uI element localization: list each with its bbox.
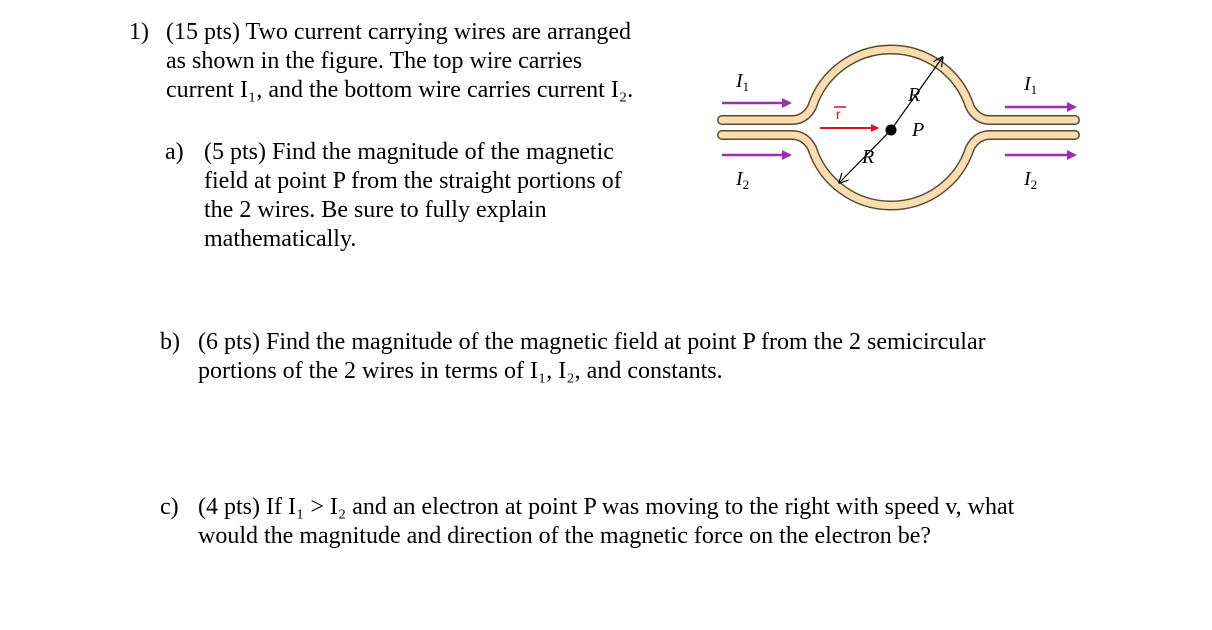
question-stem-line: current I₁, and the bottom wire carries current I₂. xyxy=(166,77,634,103)
part-b-line: portions of the 2 wires in terms of I₁, I₂, and constants. xyxy=(198,358,723,384)
part-c-text xyxy=(198,493,1014,551)
question-stem-line: as shown in the figure. The top wire carries xyxy=(166,48,583,74)
part-b-text xyxy=(198,328,986,386)
label-i1-right: $I_1$ xyxy=(1024,73,1038,97)
part-c-line: would the magnitude and direction of the magnetic force on the electron be? xyxy=(198,523,932,549)
part-c-line: (4 pts) If I₁ > I₂ and an electron at point P was moving to the right with speed v, what xyxy=(198,494,1015,520)
part-b-label: b) xyxy=(160,329,180,355)
part-a-line: mathematically. xyxy=(204,226,357,252)
label-i2-right: $I_2$ xyxy=(1024,168,1038,192)
r-vector-label: r xyxy=(836,106,841,122)
part-b-line: (6 pts) Find the magnitude of the magnetic field at point P from the 2 semicircular xyxy=(198,329,986,355)
part-a-line: field at point P from the straight portions of xyxy=(204,168,622,194)
part-a-line: (5 pts) Find the magnitude of the magnetic xyxy=(204,139,614,165)
part-a-line: the 2 wires. Be sure to fully explain xyxy=(204,197,547,223)
wire-diagram xyxy=(710,35,1090,250)
part-c-label: c) xyxy=(160,494,179,520)
label-p: P xyxy=(912,119,925,141)
label-r-bottom: R xyxy=(862,146,875,168)
top-wire xyxy=(722,49,1075,120)
question-stem xyxy=(166,18,633,105)
bottom-wire xyxy=(722,135,1075,206)
label-i2-left: $I_2$ xyxy=(736,168,750,192)
label-r-top: R xyxy=(908,84,921,106)
question-number: 1) xyxy=(129,19,149,45)
question-stem-line: (15 pts) Two current carrying wires are arranged xyxy=(166,19,632,45)
part-a-text xyxy=(204,138,622,254)
label-i1-left: $I_1$ xyxy=(736,70,750,94)
part-a-label: a) xyxy=(165,139,184,165)
